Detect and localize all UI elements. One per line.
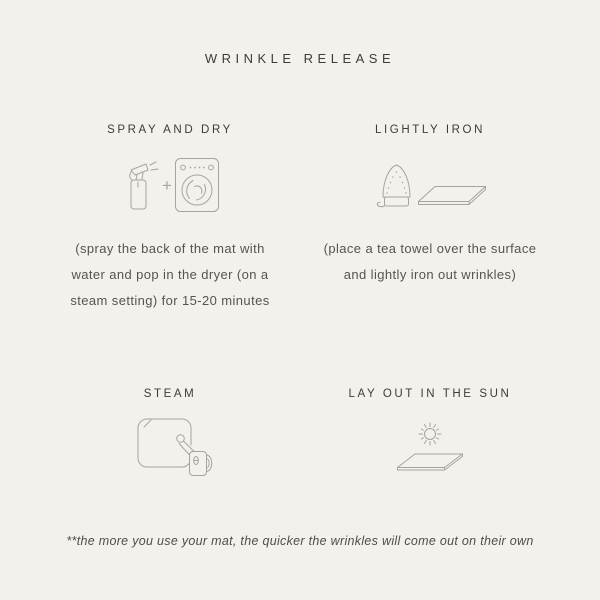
section-heading: LAY OUT IN THE SUN <box>348 388 512 400</box>
section-steam <box>50 387 290 478</box>
tea-towel-icon <box>417 185 487 208</box>
plus-icon: + <box>162 176 172 195</box>
iron-icon <box>374 163 415 212</box>
section-heading: LIGHTLY IRON <box>374 124 485 136</box>
page-title: WRINKLE RELEASE <box>204 51 396 66</box>
footnote: **the more you use your mat, the quicker the wrinkles will come out on their own <box>66 534 534 548</box>
dryer-icon <box>175 158 219 212</box>
section-heading: STEAM <box>143 388 197 400</box>
description-line: (place a tea towel over the surface <box>323 241 537 256</box>
sun-icons <box>396 418 464 473</box>
section-heading: SPRAY AND DRY <box>107 124 233 136</box>
sun-icon <box>414 418 446 450</box>
section-description <box>324 236 537 288</box>
description-line: water and pop in the dryer (on a <box>71 267 269 282</box>
lightly-iron-icons <box>374 156 487 212</box>
spray-and-dry-icons <box>121 156 219 212</box>
section-lay-out-in-the-sun <box>310 387 550 473</box>
steam-icons <box>137 418 221 478</box>
steamer-on-mat-icon <box>137 418 221 478</box>
spray-bottle-icon <box>121 158 159 212</box>
mat-icon <box>396 453 464 473</box>
description-line: (spray the back of the mat with <box>75 241 265 256</box>
description-line: and lightly iron out wrinkles) <box>343 267 517 282</box>
description-line: steam setting) for 15-20 minutes <box>70 293 270 308</box>
section-spray-and-dry <box>50 123 290 314</box>
section-lightly-iron <box>310 123 550 288</box>
section-description <box>70 236 269 314</box>
